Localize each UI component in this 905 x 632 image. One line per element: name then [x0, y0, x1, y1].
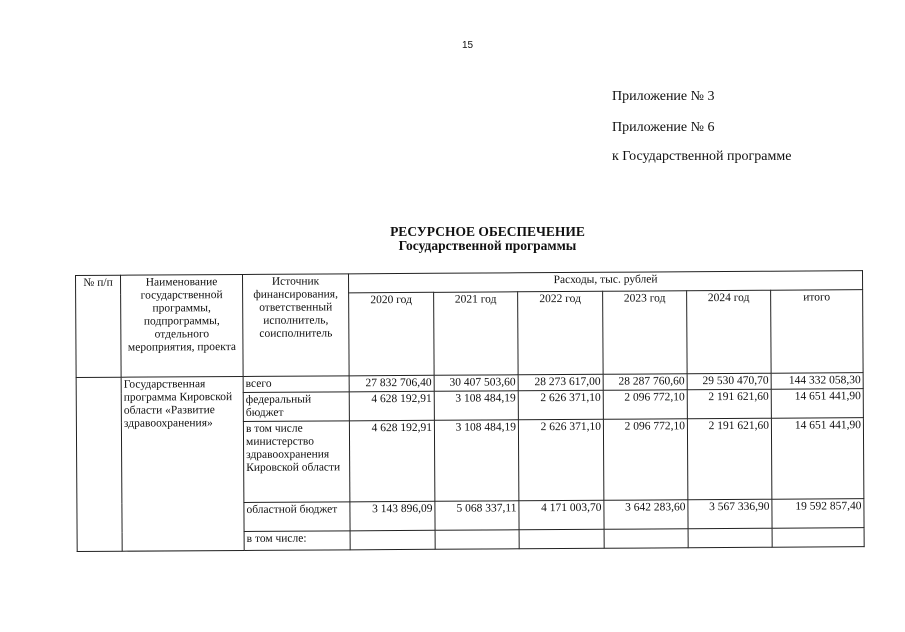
value-cell — [350, 530, 435, 550]
header-year-2023: 2023 год — [603, 291, 688, 375]
header-source: Источник финансирования, ответственный исполнитель, соисполнитель — [242, 274, 349, 377]
value-cell — [519, 529, 604, 549]
resource-table — [75, 270, 865, 552]
value-cell: 30 407 503,60 — [434, 375, 518, 392]
document-subtitle: Государственной программы — [398, 238, 577, 253]
header-name: Наименование государственной программы, подпрограммы, отдельного мероприятия, проекта — [121, 274, 244, 377]
total-cell: 14 651 441,90 — [771, 418, 864, 500]
value-cell: 2 191 621,60 — [687, 389, 771, 419]
header-year-2022: 2022 год — [518, 291, 604, 375]
value-cell: 2 626 371,10 — [518, 390, 603, 420]
value-cell: 2 191 621,60 — [687, 418, 771, 500]
value-cell: 28 287 760,60 — [603, 374, 687, 391]
value-cell: 3 567 336,90 — [688, 499, 772, 529]
cell-num — [76, 377, 122, 551]
source-cell: в том числе министерство здравоохранения Кировской области — [243, 421, 349, 503]
header-year-2024: 2024 год — [687, 290, 772, 374]
total-cell: 14 651 441,90 — [771, 389, 863, 419]
header-year-2020: 2020 год — [349, 292, 435, 376]
page-number: 15 — [462, 40, 474, 51]
source-cell: в том числе: — [244, 531, 350, 551]
header-year-2021: 2021 год — [434, 292, 519, 376]
value-cell: 2 096 772,10 — [603, 419, 687, 501]
value-cell: 27 832 706,40 — [349, 375, 434, 392]
total-cell — [772, 528, 864, 548]
value-cell: 3 108 484,19 — [434, 420, 518, 502]
value-cell — [604, 529, 688, 549]
value-cell — [688, 528, 772, 548]
value-cell: 4 628 192,91 — [349, 420, 434, 502]
source-cell: федеральный бюджет — [243, 392, 349, 422]
source-cell: всего — [243, 376, 349, 393]
value-cell: 2 096 772,10 — [603, 390, 687, 420]
header-expenses: Расходы, тыс. рублей — [348, 271, 862, 293]
value-cell: 4 628 192,91 — [349, 391, 434, 421]
source-cell: областной бюджет — [244, 502, 350, 532]
value-cell: 29 530 470,70 — [687, 373, 771, 390]
value-cell: 4 171 003,70 — [519, 500, 604, 530]
header-total: итого — [771, 290, 864, 374]
value-cell — [435, 530, 519, 550]
total-cell: 19 592 857,40 — [772, 499, 864, 529]
value-cell: 5 068 337,11 — [435, 501, 519, 531]
appendix-line-1: Приложение № 3 — [612, 89, 715, 104]
appendix-line-3: к Государственной программе — [612, 149, 792, 164]
value-cell: 3 108 484,19 — [434, 391, 518, 421]
value-cell: 3 642 283,60 — [604, 500, 688, 530]
value-cell: 3 143 896,09 — [350, 501, 435, 531]
header-num: № п/п — [76, 275, 122, 377]
program-name: Государственная программа Кировской области «Развитие здравоохранения» — [121, 376, 244, 551]
document-title: РЕСУРСНОЕ ОБЕСПЕЧЕНИЕ — [390, 224, 585, 239]
appendix-line-2: Приложение № 6 — [612, 120, 715, 135]
total-cell: 144 332 058,30 — [771, 373, 863, 390]
value-cell: 28 273 617,00 — [518, 374, 603, 391]
value-cell: 2 626 371,10 — [518, 419, 603, 501]
